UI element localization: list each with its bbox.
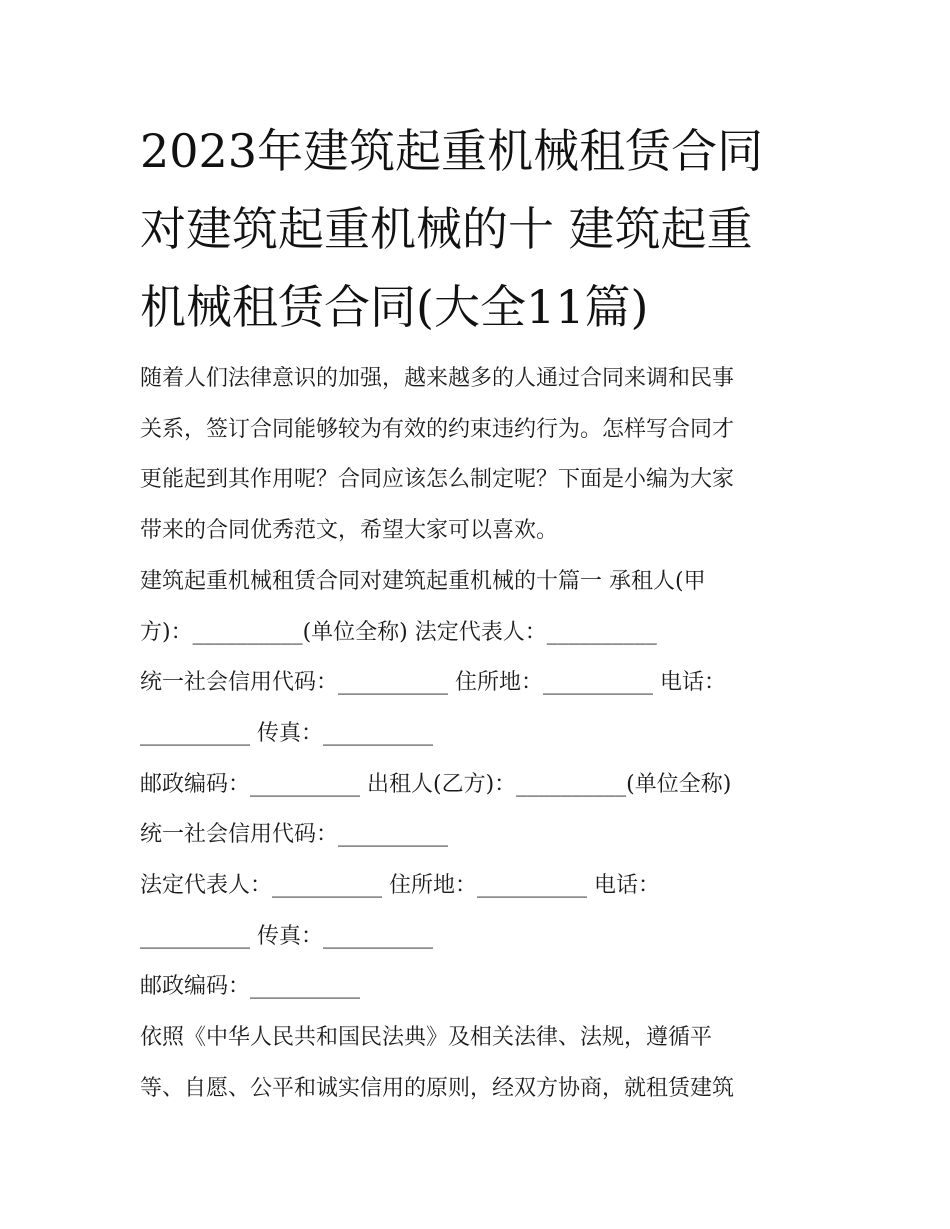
body-line-11: 法定代表人：__________ 住所地：__________ 电话： (140, 873, 660, 899)
body-line-6: 方)：__________(单位全称) 法定代表人：__________ (140, 619, 657, 645)
body-line-1: 随着人们法律意识的加强，越来越多的人通过合同来调和民事 (140, 366, 735, 391)
body-line-9: 邮政编码：__________ 出租人(乙方)：__________(单位全称) (140, 771, 732, 797)
body-line-3: 更能起到其作用呢？合同应该怎么制定呢？下面是小编为大家 (140, 467, 735, 493)
document-page (140, 112, 820, 1115)
body-line-8: __________ 传真：__________ (140, 720, 433, 746)
title-line-1: 2023年建筑起重机械租赁合同 (140, 124, 764, 178)
body-line-13: 邮政编码：__________ (140, 974, 361, 1000)
body-line-7: 统一社会信用代码：__________ 住所地：__________ 电话： (140, 670, 726, 696)
body-line-4: 带来的合同优秀范文，希望大家可以喜欢。 (140, 518, 559, 544)
body-line-15: 等、自愿、公平和诚实信用的原则，经双方协商，就租赁建筑 (140, 1075, 735, 1101)
body-line-2: 关系，签订合同能够较为有效的约束违约行为。怎样写合同才 (140, 416, 735, 442)
body-line-5: 建筑起重机械租赁合同对建筑起重机械的十篇一 承租人(甲 (140, 568, 706, 594)
body-line-14: 依照《中华人民共和国民法典》及相关法律、法规，遵循平 (140, 1025, 713, 1051)
title-line-2: 对建筑起重机械的十 建筑起重 (140, 202, 753, 256)
document-body (140, 354, 820, 1115)
body-line-10: 统一社会信用代码：__________ (140, 822, 449, 848)
title-line-3: 机械租赁合同(大全11篇) (140, 280, 649, 334)
document-title (140, 112, 820, 346)
body-line-12: __________ 传真：__________ (140, 923, 433, 949)
